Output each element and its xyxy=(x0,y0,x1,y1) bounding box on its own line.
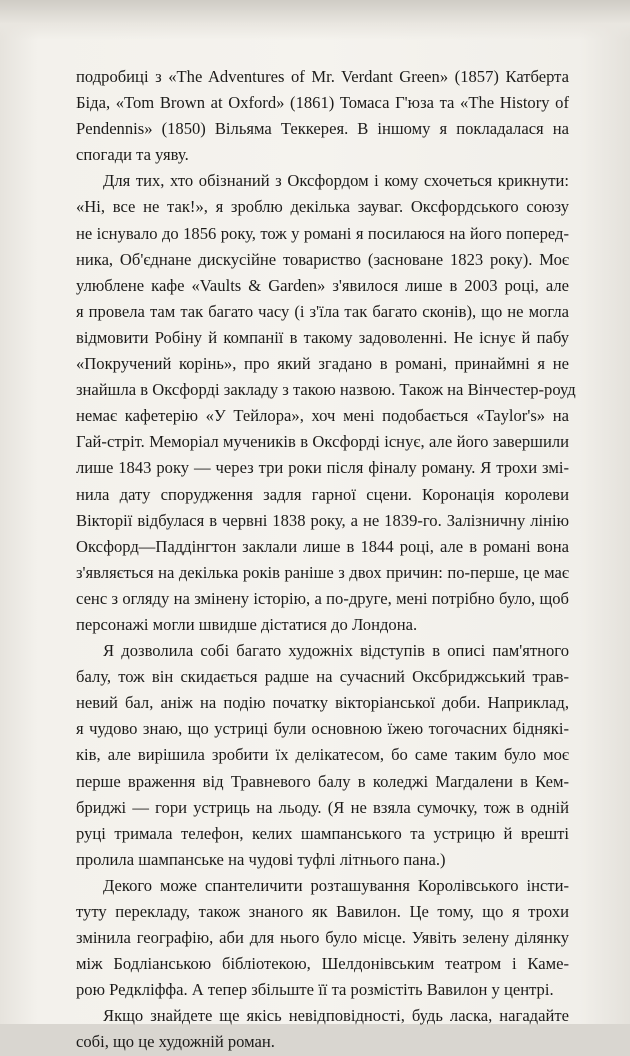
text-line: знайшла в Оксфорді закладу з такою назвою. Також на Вінчестер-роуд xyxy=(76,380,576,400)
paragraph xyxy=(76,168,576,638)
text-line: пролила шампанське на чудові туфлі літнього пана.) xyxy=(76,849,446,869)
text-line: Pendennis» (1850) Вільяма Теккерея. В іншому я покладалася на xyxy=(76,119,569,139)
text-line: руці тримала телефон, келих шампанського та устрицю й врешті xyxy=(76,823,569,843)
text-line: ків, але вирішила зробити їх делікатесом, бо саме таким було моє xyxy=(76,745,569,765)
paragraph xyxy=(76,873,569,1003)
text-line: Оксфорд—Паддінгтон заклали лише в 1844 році, але в романі вона xyxy=(76,536,569,556)
text-line: балу, тож він скидається радше на сучасний Оксбриджський трав- xyxy=(76,667,569,687)
text-line: Біда, «Tom Brown at Oxford» (1861) Томаса Г'юза та «The History of xyxy=(76,93,569,113)
text-line: собі, що це художній роман. xyxy=(76,1032,275,1052)
text-line: бриджі — гори устриць на льоду. (Я не взяла сумочку, тож в одній xyxy=(76,797,569,817)
text-line: Декого може спантеличити розташування Королівського інсти- xyxy=(103,875,569,895)
paragraph xyxy=(76,638,569,873)
text-line: сенс з огляду на змінену історію, а по-друге, мені потрібно було, щоб xyxy=(76,588,569,608)
text-line: Я дозволила собі багато художніх відступів в описі пам'ятного xyxy=(103,641,569,661)
text-line: лише 1843 року — через три роки після фіналу роману. Я трохи змі- xyxy=(76,458,569,478)
text-line: Для тих, хто обізнаний з Оксфордом і кому схочеться крикнути: xyxy=(103,171,569,191)
text-line: ника, Об'єднане дискусійне товариство (засноване 1823 року). Моє xyxy=(76,249,569,269)
text-line: спогади та уяву. xyxy=(76,145,189,165)
text-line: перше враження від Травневого балу в коледжі Магдалени в Кем- xyxy=(76,771,569,791)
text-line: невий бал, аніж на подію початку вікторіанської доби. Наприклад, xyxy=(76,693,569,713)
text-line: між Бодліанською бібліотекою, Шелдонівським театром і Камe- xyxy=(76,954,569,974)
text-line: немає кафетерію «У Тейлора», хоч мені подобається «Taylor's» на xyxy=(76,406,569,426)
text-line: «Ні, все не так!», я зроблю декілька зауваг. Оксфордського союзу xyxy=(76,197,569,217)
text-line: відмовити Робіну й компанії в такому задоволенні. Не існує й пабу xyxy=(76,327,569,347)
text-line: Якщо знайдете ще якісь невідповідності, будь ласка, нагадайте xyxy=(103,1006,569,1026)
text-line: з'являється на декілька років раніше з двох причин: по-перше, це має xyxy=(76,562,569,582)
text-line: улюблене кафе «Vaults & Garden» з'явилося лише в 2003 році, але xyxy=(76,275,569,295)
paragraph xyxy=(76,64,569,168)
text-line: змінила географію, аби для нього було місце. Уявіть зелену ділянку xyxy=(76,928,569,948)
text-line: не існувало до 1856 року, тож у романі я посилаюся на його поперед- xyxy=(76,223,569,243)
text-line: персонажі могли швидше дістатися до Лондона. xyxy=(76,614,418,634)
text-line: рою Редкліффа. А тепер збільште її та розмістіть Вавилон у центрі. xyxy=(76,980,554,1000)
text-line: я чудово знаю, що устриці були основною їжею тогочасних біднякі- xyxy=(76,719,569,739)
text-line: туту перекладу, також знаного як Вавилон. Це тому, що я трохи xyxy=(76,902,569,921)
text-line: Гай-стріт. Меморіал мучеників в Оксфорді існує, але його завершили xyxy=(76,432,569,452)
body-text xyxy=(76,64,576,1056)
page-top-shadow xyxy=(0,0,630,40)
paragraph xyxy=(76,1003,569,1055)
text-line: я провела там так багато часу (і з'їла так багато сконів), що не могла xyxy=(76,301,569,321)
text-line: «Покручений корінь», про який згадано в романі, принаймні я не xyxy=(76,354,569,374)
text-line: подробиці з «The Adventures of Mr. Verdant Green» (1857) Катберта xyxy=(76,67,569,86)
text-line: Вікторії відбулася в червні 1838 року, а не 1839-го. Залізничну лінію xyxy=(76,510,569,530)
text-line: нила дату спорудження задля гарної сцени. Коронація королеви xyxy=(76,484,569,504)
